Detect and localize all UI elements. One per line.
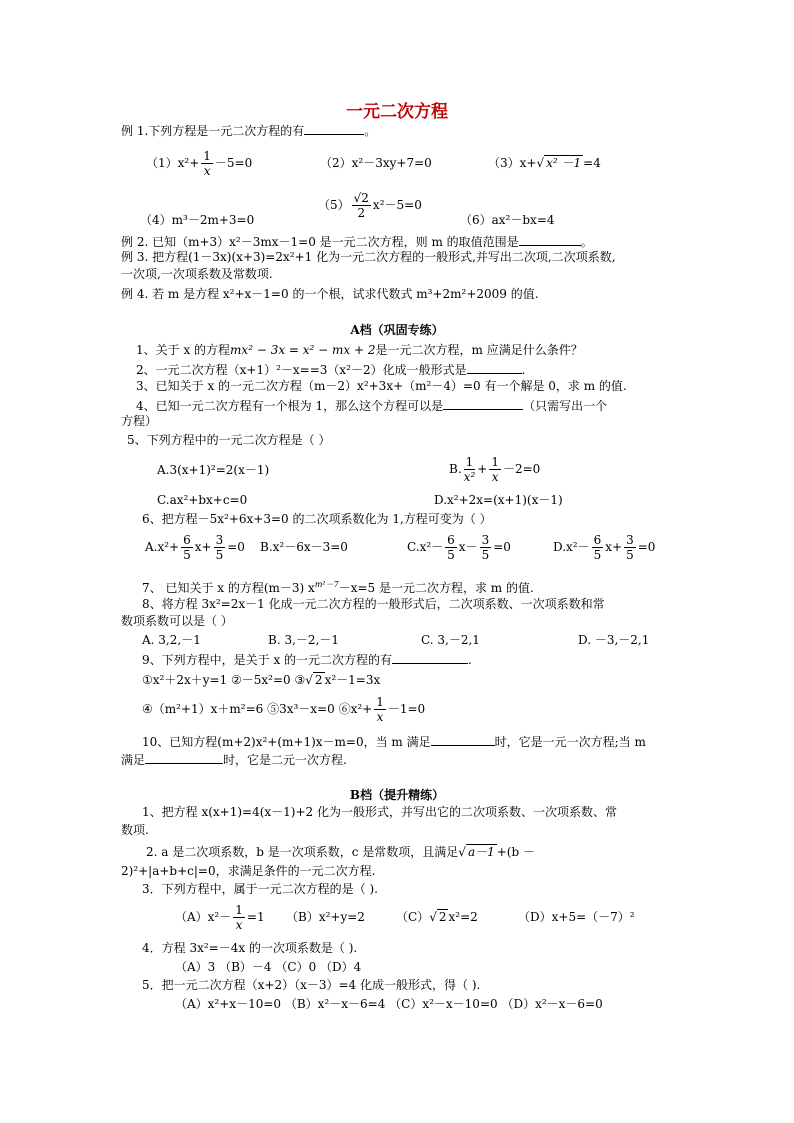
question-b3-stem: 3．下列方程中，属于一元二次方程的是（ ). [142, 882, 378, 896]
question-a6-option-d: D.x²－ $\frac{6}{5}$ x+ $\frac{3}{5}$ =0 [553, 533, 656, 562]
question-b4-options: （A）3 （B）－4 （C）0 （D）4 [175, 960, 362, 974]
section-b-heading: B档（提升精练） [349, 788, 445, 802]
question-a9-row-2: ④（m²+1）x＋m²=6 ⑤3x³－x=0 ⑥x²+ $\frac{1}{x}$ －1=0 [142, 695, 426, 724]
question-b1-line-2: 数项. [121, 823, 149, 837]
question-a1: 1、关于 x 的方程mx² − 3x = x² − mx + 2是一元二次方程，m 应满足什么条件？ [136, 343, 583, 357]
section-a-heading: A档（巩固专练） [350, 323, 444, 337]
example-2: 例 2. 已知（m+3）x²－3mx－1=0 是一元二次方程，则 m 的取值范围是 。 [121, 235, 593, 249]
question-a10-line-1: 10、已知方程(m+2)x²+(m+1)x－m=0，当 m 满足 时，它是一元一次方程;当 m [142, 735, 646, 749]
question-b3-option-b: （B）x²+y=2 [286, 910, 365, 924]
page-title: 一元二次方程 [346, 102, 448, 122]
example-1-option-6: （6）ax²－bx=4 [460, 213, 555, 227]
question-a7: 7、 已知关于 x 的方程(m－3) $x^{m^2-7}-x=5$ 是一元二次方程，求 m 的值. [142, 580, 534, 595]
question-a2: 2、一元二次方程（x+1）²－x==3（x²－2）化成一般形式是 . [136, 363, 526, 377]
question-b2-line-2: 2)²+|a+b+c|=0，求满足条件的一元二次方程. [121, 864, 376, 878]
question-a6-option-c: C.x²－ $\frac{6}{5}$ x－ $\frac{3}{5}$ =0 [407, 533, 511, 562]
question-a5-option-a: A.3(x+1)²=2(x－1) [157, 463, 270, 477]
question-a8-option-b: B. 3,－2,－1 [268, 633, 339, 647]
question-a8-line-2: 数项系数可以是（ ） [121, 614, 233, 628]
example-1-option-3: （3）x+√ x² －1 =4 [488, 156, 601, 170]
question-a5-stem: 5、下列方程中的一元二次方程是（ ） [127, 433, 331, 447]
question-b3-option-c: （C）√ 2 x²=2 [396, 910, 478, 924]
question-a6-option-b: B.x²－6x－3=0 [260, 540, 348, 554]
example-1-option-5: （5） $\frac{√2}{2}$ x²－5=0 [318, 191, 422, 220]
question-a8-option-a: A. 3,2,－1 [142, 633, 201, 647]
question-a5-option-d: D.x²+2x=(x+1)(x－1) [434, 493, 563, 507]
question-a9-row-1: ①x²＋2x＋y=1 ②－5x²=0 ③√ 2 x²－1=3x [142, 673, 381, 687]
example-1-option-1: （1）x²+ $\frac{1}{x}$ －5=0 [146, 149, 253, 178]
question-a8-option-d: D. －3,－2,1 [578, 633, 650, 647]
question-a5-option-b: B. $\frac{1}{\text{x²}}$ + $\frac{1}{x}$ －2=0 [449, 455, 541, 484]
question-a3: 3、已知关于 x 的一元二次方程（m－2）x²+3x+（m²－4）=0 有一个解是 0，求 m 的值. [136, 379, 627, 393]
example-3-line-1: 例 3. 把方程(1－3x)(x+3)=2x²+1 化为一元二次方程的一般形式,并写出二次项,二次项系数, [121, 250, 616, 264]
question-b3-option-a: （A）x²－ $\frac{1}{x}$ =1 [175, 903, 265, 932]
question-a4-line-1: 4、已知一元二次方程有一个根为 1，那么这个方程可以是 （只需写出一个 [136, 399, 608, 413]
question-a6-stem: 6、把方程－5x²+6x+3=0 的二次项系数化为 1,方程可变为（ ） [142, 512, 492, 526]
example-3-line-2: 一次项,一次项系数及常数项. [121, 267, 273, 281]
question-b1-line-1: 1、把方程 x(x+1)=4(x－1)+2 化为一般形式，并写出它的二次项系数、一次项系数、常 [142, 805, 617, 819]
question-a6-option-a: A.x²+ $\frac{6}{5}$ x+ $\frac{3}{5}$ =0 [145, 533, 245, 562]
question-a4-line-2: 方程） [121, 414, 158, 428]
question-a10-line-2: 满足 时，它是二元一次方程. [121, 753, 347, 767]
question-a8-line-1: 8、将方程 3x²=2x－1 化成一元二次方程的一般形式后，二次项系数、一次项系数和常 [142, 597, 605, 611]
question-b5-stem: 5．把一元二次方程（x+2）（x－3）=4 化成一般形式，得（ ). [142, 978, 481, 992]
question-b5-options: （A）x²+x－10=0 （B）x²－x－6=4 （C）x²－x－10=0 （D）x²－x－6=0 [175, 997, 603, 1011]
question-a5-option-c: C.ax²+bx+c=0 [157, 493, 248, 507]
example-1-option-2: （2）x²－3xy+7=0 [320, 156, 432, 170]
example-1-stem: 例 1.下列方程是一元二次方程的有 。 [121, 124, 377, 138]
question-b4-stem: 4．方程 3x²=－4x 的一次项系数是（ ). [142, 941, 358, 955]
question-b3-option-d: （D）x+5=（－7）² [518, 910, 635, 924]
question-a9-stem: 9、下列方程中，是关于 x 的一元二次方程的有 . [142, 653, 472, 667]
question-a8-option-c: C. 3,－2,1 [421, 633, 480, 647]
example-4: 例 4. 若 m 是方程 x²+x－1=0 的一个根，试求代数式 m³+2m²+2009 的值. [121, 287, 539, 301]
example-1-option-4: （4）m³－2m+3=0 [140, 213, 255, 227]
question-b2-line-1: 2. a 是二次项系数，b 是一次项系数，c 是常数项，且满足√ a－1 +(b － [146, 845, 535, 859]
